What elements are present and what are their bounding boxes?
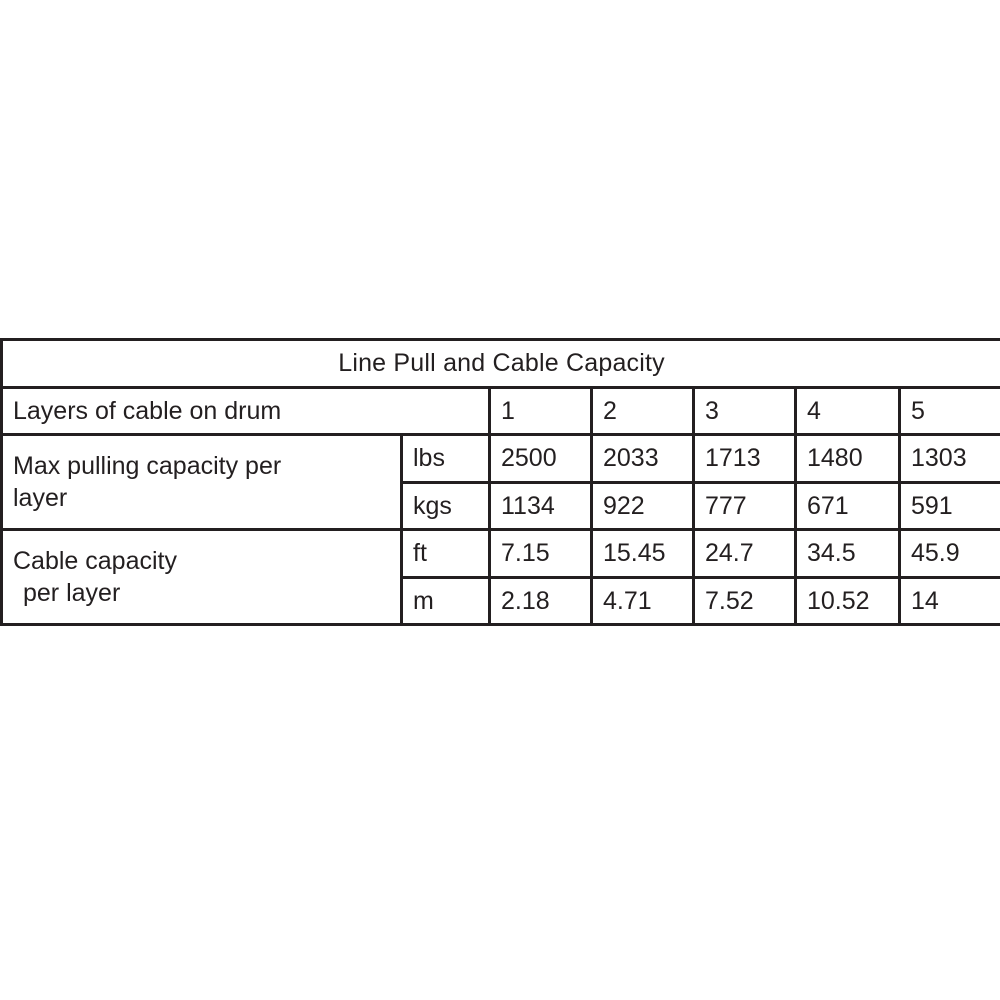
lbs-layer-3: 1713 [694,435,796,483]
layer-header-4: 4 [796,387,900,435]
ft-layer-2: 15.45 [592,530,694,578]
layers-label: Layers of cable on drum [2,387,490,435]
ft-layer-5: 45.9 [900,530,1000,578]
table-title-row [2,340,1000,388]
layer-header-5: 5 [900,387,1000,435]
cable-capacity-label-line1: Cable capacity [13,546,177,575]
kgs-layer-1: 1134 [490,482,592,530]
table-header-row [2,387,1000,435]
ft-layer-1: 7.15 [490,530,592,578]
cable-capacity-label-line2: per layer [23,579,121,607]
kgs-layer-4: 671 [796,482,900,530]
capacity-table [0,338,1000,626]
max-pulling-capacity-label [2,435,402,530]
layer-header-1: 1 [490,387,592,435]
ft-layer-3: 24.7 [694,530,796,578]
table-row [2,530,1000,578]
unit-m: m [402,577,490,625]
layer-header-3: 3 [694,387,796,435]
unit-ft: ft [402,530,490,578]
max-pulling-capacity-label-line1: Max pulling capacity per [13,451,282,480]
table-row [2,435,1000,483]
lbs-layer-4: 1480 [796,435,900,483]
m-layer-5: 14 [900,577,1000,625]
table-title: Line Pull and Cable Capacity [2,340,1000,388]
ft-layer-4: 34.5 [796,530,900,578]
line-pull-cable-capacity-table [0,338,1000,626]
unit-kgs: kgs [402,482,490,530]
m-layer-3: 7.52 [694,577,796,625]
unit-lbs: lbs [402,435,490,483]
m-layer-1: 2.18 [490,577,592,625]
m-layer-4: 10.52 [796,577,900,625]
layer-header-2: 2 [592,387,694,435]
kgs-layer-2: 922 [592,482,694,530]
kgs-layer-5: 591 [900,482,1000,530]
cable-capacity-label [2,530,402,625]
max-pulling-capacity-label-line2: layer [13,484,68,512]
lbs-layer-5: 1303 [900,435,1000,483]
kgs-layer-3: 777 [694,482,796,530]
lbs-layer-2: 2033 [592,435,694,483]
lbs-layer-1: 2500 [490,435,592,483]
m-layer-2: 4.71 [592,577,694,625]
